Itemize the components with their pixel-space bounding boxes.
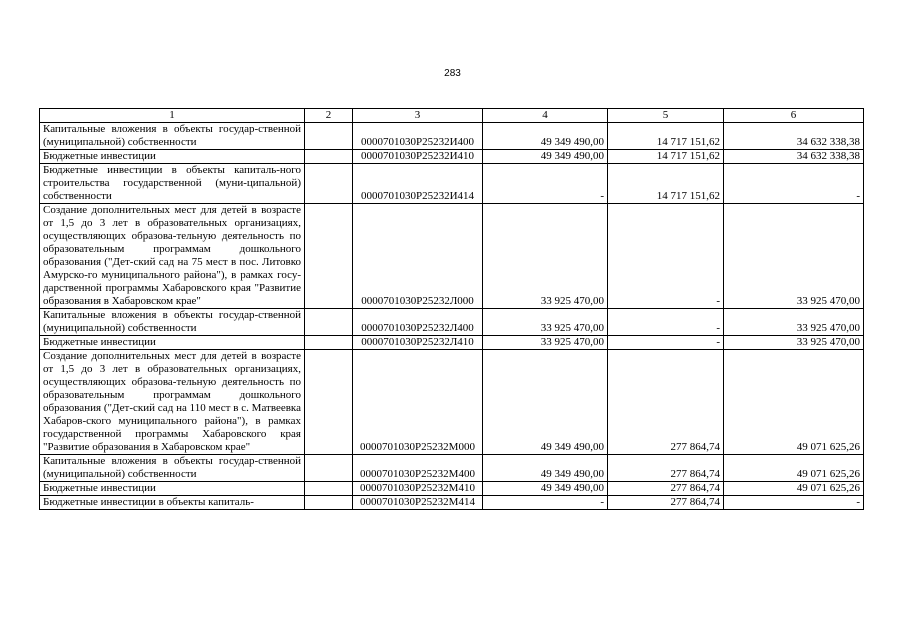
row-value-4-cell: -	[483, 496, 608, 510]
row-col2-cell	[305, 309, 353, 336]
row-value-5-cell: 277 864,74	[608, 350, 724, 455]
row-code-cell: 0000701030P25232M410	[353, 482, 483, 496]
column-header-1: 1	[40, 109, 305, 123]
table-row	[40, 336, 864, 350]
row-value-4-cell: 49 349 490,00	[483, 455, 608, 482]
row-value-5-cell: -	[608, 336, 724, 350]
row-code-cell: 0000701030P25232M400	[353, 455, 483, 482]
row-value-5-cell: -	[608, 309, 724, 336]
row-col2-cell	[305, 150, 353, 164]
row-col2-cell	[305, 350, 353, 455]
column-header-3: 3	[353, 109, 483, 123]
row-name-cell: Бюджетные инвестиции	[40, 482, 305, 496]
column-header-5: 5	[608, 109, 724, 123]
table-row	[40, 204, 864, 309]
row-name-cell: Бюджетные инвестиции в объекты капиталь-ного строительства государственной (муни-ципальной) собственности	[40, 164, 305, 204]
table-row	[40, 309, 864, 336]
row-value-5-cell: 14 717 151,62	[608, 150, 724, 164]
row-col2-cell	[305, 482, 353, 496]
table-row	[40, 164, 864, 204]
row-col2-cell	[305, 204, 353, 309]
row-value-6-cell: 33 925 470,00	[724, 309, 864, 336]
budget-table	[39, 108, 864, 510]
row-name-cell: Создание дополнительных мест для детей в возрасте от 1,5 до 3 лет в образовательных организациях, осуществляющих образова-тельную деятельность по образовательным программам дошкольного образования ("Дет-ский сад на 110 мест в с. Матвеевка Хабаров-ского муниципального района"), в рамках государственной программы Хабаровского края "Развитие образования в Хабаровском крае"	[40, 350, 305, 455]
table-row	[40, 350, 864, 455]
row-value-4-cell: 49 349 490,00	[483, 350, 608, 455]
row-code-cell: 0000701030P25232M414	[353, 496, 483, 510]
row-col2-cell	[305, 496, 353, 510]
row-value-6-cell: 49 071 625,26	[724, 350, 864, 455]
row-code-cell: 0000701030P25232Л400	[353, 309, 483, 336]
row-value-5-cell: 277 864,74	[608, 482, 724, 496]
row-code-cell: 0000701030P25232И410	[353, 150, 483, 164]
row-name-cell: Капитальные вложения в объекты государ-ственной (муниципальной) собственности	[40, 309, 305, 336]
row-value-5-cell: 14 717 151,62	[608, 164, 724, 204]
column-header-4: 4	[483, 109, 608, 123]
row-value-6-cell: -	[724, 164, 864, 204]
row-name-cell: Капитальные вложения в объекты государ-ственной (муниципальной) собственности	[40, 123, 305, 150]
row-col2-cell	[305, 455, 353, 482]
row-code-cell: 0000701030P25232И414	[353, 164, 483, 204]
table-row	[40, 482, 864, 496]
row-value-4-cell: 49 349 490,00	[483, 150, 608, 164]
row-value-4-cell: -	[483, 164, 608, 204]
row-value-5-cell: -	[608, 204, 724, 309]
row-value-6-cell: 34 632 338,38	[724, 150, 864, 164]
row-code-cell: 0000701030P25232И400	[353, 123, 483, 150]
row-value-6-cell: 33 925 470,00	[724, 336, 864, 350]
table-header-row	[40, 109, 864, 123]
row-value-6-cell: 33 925 470,00	[724, 204, 864, 309]
table-row	[40, 455, 864, 482]
row-name-cell: Бюджетные инвестиции	[40, 150, 305, 164]
row-col2-cell	[305, 336, 353, 350]
row-value-6-cell: 34 632 338,38	[724, 123, 864, 150]
row-value-5-cell: 14 717 151,62	[608, 123, 724, 150]
table-row	[40, 496, 864, 510]
row-name-cell: Капитальные вложения в объекты государ-ственной (муниципальной) собственности	[40, 455, 305, 482]
page-number: 283	[444, 68, 461, 79]
column-header-2: 2	[305, 109, 353, 123]
row-value-4-cell: 33 925 470,00	[483, 336, 608, 350]
row-value-6-cell: 49 071 625,26	[724, 482, 864, 496]
table-row	[40, 150, 864, 164]
row-value-5-cell: 277 864,74	[608, 455, 724, 482]
row-value-4-cell: 33 925 470,00	[483, 204, 608, 309]
column-header-6: 6	[724, 109, 864, 123]
row-name-cell: Создание дополнительных мест для детей в возрасте от 1,5 до 3 лет в образовательных организациях, осуществляющих образова-тельную деятельность по образовательным программам дошкольного образования ("Дет-ский сад на 75 мест в пос. Литовко Амурско-го муниципального района"), в рамках госу-дарственной программы Хабаровского края "Развитие образования в Хабаровском крае"	[40, 204, 305, 309]
row-code-cell: 0000701030P25232M000	[353, 350, 483, 455]
row-col2-cell	[305, 164, 353, 204]
row-value-6-cell: 49 071 625,26	[724, 455, 864, 482]
row-code-cell: 0000701030P25232Л410	[353, 336, 483, 350]
table-row	[40, 123, 864, 150]
row-value-5-cell: 277 864,74	[608, 496, 724, 510]
row-col2-cell	[305, 123, 353, 150]
row-value-6-cell: -	[724, 496, 864, 510]
row-code-cell: 0000701030P25232Л000	[353, 204, 483, 309]
row-value-4-cell: 49 349 490,00	[483, 123, 608, 150]
row-value-4-cell: 49 349 490,00	[483, 482, 608, 496]
row-value-4-cell: 33 925 470,00	[483, 309, 608, 336]
row-name-cell: Бюджетные инвестиции в объекты капиталь-	[40, 496, 305, 510]
row-name-cell: Бюджетные инвестиции	[40, 336, 305, 350]
